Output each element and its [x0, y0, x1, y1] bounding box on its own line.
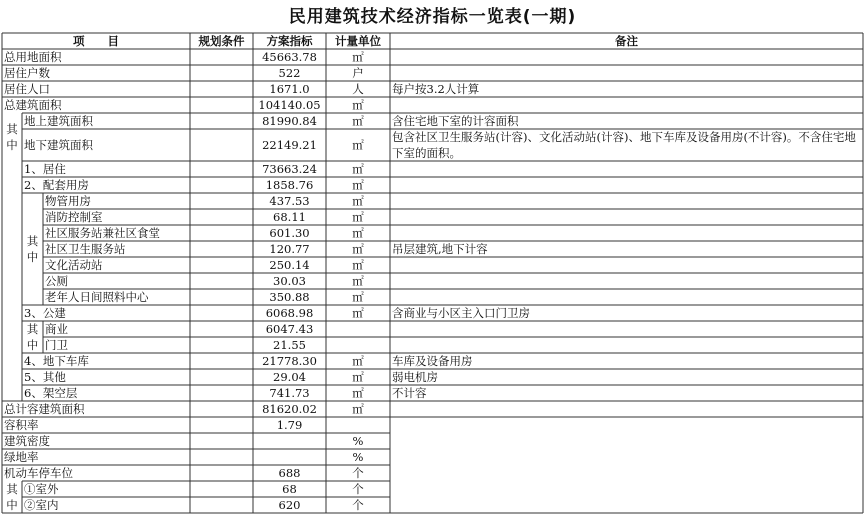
- header-value: 方案指标: [266, 34, 313, 48]
- header-unit: 计量单位: [335, 34, 381, 48]
- row-label: 地下建筑面积: [24, 138, 93, 152]
- row-unit: [326, 321, 390, 337]
- row-unit: %: [352, 434, 364, 448]
- qizhong-floor-area-zhong: 中: [6, 138, 18, 152]
- row-unit: ㎡: [352, 306, 364, 320]
- row-remark: 每户按3.2人计算: [392, 82, 480, 96]
- row-remark: 包含社区卫生服务站(计容)、文化活动站(计容)、地下车库及设备用房(不计容)。不含住宅地下室的面积。: [392, 130, 856, 160]
- row-unit: ㎡: [352, 402, 364, 416]
- row-unit: ㎡: [352, 386, 364, 400]
- qizhong-public-qi: 其: [26, 322, 39, 336]
- row-label: 机动车停车位: [4, 466, 73, 480]
- row-label: ②室内: [24, 498, 59, 512]
- qizhong-public-zhong: 中: [26, 338, 39, 352]
- row-value: 1671.0: [269, 82, 310, 96]
- row-value: 620: [278, 498, 301, 512]
- row-label: 地上建筑面积: [24, 114, 93, 128]
- row-value: 22149.21: [262, 138, 317, 152]
- header-remark: 备注: [615, 34, 638, 48]
- row-unit: 个: [352, 466, 364, 480]
- row-label: 6、架空层: [24, 386, 78, 400]
- header-item: 项 目: [73, 34, 119, 48]
- row-unit: 个: [352, 498, 364, 512]
- qizhong-parking-qi: 其: [6, 482, 18, 496]
- row-label: 绿地率: [4, 450, 39, 464]
- row-value: 6068.98: [265, 306, 314, 320]
- row-value: 104140.05: [258, 98, 321, 112]
- row-label: 物管用房: [45, 194, 91, 208]
- row-label: 居住户数: [4, 66, 50, 80]
- row-label: 公厕: [45, 274, 68, 288]
- row-label: 门卫: [45, 338, 68, 352]
- row-unit: ㎡: [352, 242, 364, 256]
- row-unit: ㎡: [352, 290, 364, 304]
- row-value: [253, 433, 326, 449]
- row-label: 总建筑面积: [4, 98, 62, 112]
- row-unit: 人: [352, 82, 364, 96]
- row-unit: 户: [352, 66, 364, 80]
- row-unit: ㎡: [352, 114, 364, 128]
- row-label: 社区卫生服务站: [45, 242, 126, 256]
- qizhong-supporting-qi: 其: [26, 234, 39, 248]
- row-value: 68: [282, 482, 297, 496]
- header-condition: 规划条件: [198, 34, 245, 48]
- row-unit: 个: [352, 482, 364, 496]
- row-value: 81990.84: [262, 114, 317, 128]
- row-label: 老年人日间照料中心: [45, 290, 149, 304]
- row-unit: ㎡: [352, 194, 364, 208]
- row-unit: ㎡: [352, 98, 364, 112]
- row-label: 社区服务站兼社区食堂: [45, 226, 160, 240]
- row-value: 741.73: [269, 386, 310, 400]
- row-value: 30.03: [273, 274, 306, 288]
- row-label: 总计容建筑面积: [4, 402, 85, 416]
- row-unit: ㎡: [352, 258, 364, 272]
- row-value: 6047.43: [265, 322, 314, 336]
- row-remark: 弱电机房: [392, 370, 438, 384]
- row-remark: 吊层建筑,地下计容: [392, 242, 488, 256]
- row-label: 文化活动站: [45, 258, 103, 272]
- qizhong-floor-area-qi: 其: [6, 122, 18, 136]
- row-label: 消防控制室: [45, 210, 103, 224]
- row-value: 1.79: [276, 418, 303, 432]
- page-title: 民用建筑技术经济指标一览表(一期): [288, 7, 577, 27]
- row-value: 45663.78: [262, 50, 317, 64]
- qizhong-supporting-zhong: 中: [26, 250, 39, 264]
- row-unit: [326, 417, 390, 433]
- row-remark: 含商业与小区主入口门卫房: [392, 306, 530, 320]
- row-value: 437.53: [269, 194, 310, 208]
- row-value: 21.55: [273, 338, 306, 352]
- row-unit: ㎡: [352, 226, 364, 240]
- row-value: 120.77: [269, 242, 310, 256]
- row-label: 商业: [45, 322, 68, 336]
- row-value: 29.04: [273, 370, 306, 384]
- row-label: 总用地面积: [4, 50, 62, 64]
- row-label: 建筑密度: [4, 434, 50, 448]
- row-label: 居住人口: [4, 82, 50, 96]
- row-value: 68.11: [273, 210, 306, 224]
- row-value: 73663.24: [262, 162, 317, 176]
- row-label: 2、配套用房: [24, 178, 89, 192]
- row-label: 3、公建: [24, 306, 66, 320]
- row-unit: ㎡: [352, 50, 364, 64]
- row-remark: 不计容: [392, 386, 427, 400]
- row-value: 688: [278, 466, 301, 480]
- row-label: 5、其他: [24, 370, 66, 384]
- row-unit: ㎡: [352, 210, 364, 224]
- row-unit: ㎡: [352, 178, 364, 192]
- row-remark: 车库及设备用房: [392, 354, 473, 368]
- row-unit: ㎡: [352, 138, 364, 152]
- row-unit: %: [352, 450, 364, 464]
- row-unit: ㎡: [352, 162, 364, 176]
- row-unit: ㎡: [352, 370, 364, 384]
- row-unit: ㎡: [352, 354, 364, 368]
- row-label: ①室外: [24, 482, 59, 496]
- row-value: 21778.30: [262, 354, 317, 368]
- row-value: [253, 449, 326, 465]
- row-value: 250.14: [269, 258, 310, 272]
- row-value: 601.30: [269, 226, 310, 240]
- row-value: 522: [278, 66, 301, 80]
- row-remark: 含住宅地下室的计容面积: [392, 114, 519, 128]
- row-label: 容积率: [4, 418, 39, 432]
- row-unit: [326, 337, 390, 353]
- row-label: 4、地下车库: [24, 354, 89, 368]
- row-label: 1、居住: [24, 162, 66, 176]
- row-value: 1858.76: [265, 178, 314, 192]
- row-value: 81620.02: [262, 402, 317, 416]
- row-unit: ㎡: [352, 274, 364, 288]
- row-value: 350.88: [269, 290, 310, 304]
- qizhong-parking-zhong: 中: [6, 498, 18, 512]
